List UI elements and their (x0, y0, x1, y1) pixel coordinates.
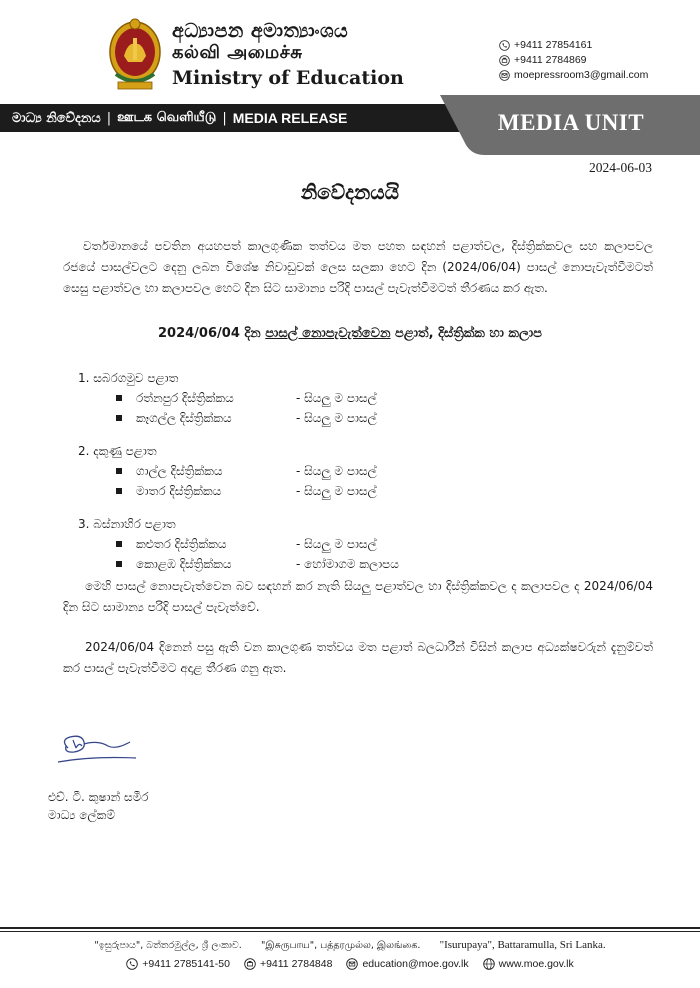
signature-icon (46, 728, 142, 772)
phone-icon (126, 958, 138, 970)
footer (0, 934, 700, 973)
footer-divider (0, 927, 700, 929)
district-status: - සියලු ම පාසල් (296, 464, 377, 478)
province-name: 1. සබරගමුව පළාත (78, 371, 179, 385)
district-status: - හෝමාගම කලාපය (296, 557, 399, 571)
fax-icon (244, 958, 256, 970)
phone-icon (498, 39, 511, 52)
ministry-name-sinhala: අධ්‍යාපන අමාත්‍යාංශය (172, 20, 349, 42)
footer-address (0, 936, 700, 955)
ministry-name-english: Ministry of Education (172, 67, 404, 89)
footer-phone: +9411 2785141-50 (126, 955, 230, 973)
district-name: කෑගල්ල දිස්ත්‍රික්කය (136, 411, 232, 425)
subheading-underlined: පාසල් නොපැවැත්වෙන (265, 326, 391, 341)
signer-title: මාධ්‍ය ලේකම් (48, 808, 115, 822)
banner-separator: | (222, 110, 227, 126)
province-item (78, 514, 399, 574)
province-item (78, 368, 399, 428)
release-date: 2024-06-03 (589, 160, 652, 175)
address-tamil: "இசுருபாய", பத்தரமுல்ல, இலங்கை. (260, 940, 421, 951)
sri-lanka-emblem-icon (108, 16, 162, 92)
email-icon (346, 958, 358, 970)
media-release-sinhala: මාධ්‍ය නිවේදනය (12, 110, 101, 126)
media-release-labels (12, 104, 347, 132)
footer-web[interactable]: www.moe.gov.lk (483, 955, 574, 973)
header-email[interactable]: moepressroom3@gmail.com (498, 68, 648, 83)
province-list (78, 368, 399, 587)
address-english: "Isurupaya", Battaramulla, Sri Lanka. (439, 939, 606, 951)
address-sinhala: "ඉසුරුපාය", බත්තරමුල්ල, ශ්‍රී ලංකාව. (94, 940, 242, 951)
bullet-icon (116, 468, 122, 474)
bullet-icon (116, 561, 122, 567)
future-decision-paragraph: 2024/06/04 දිනෙන් පසු ඇති වන කාලගුණ තත්වය මත පළාත් බලධාරීන් විසින් කලාප අධ්‍යක්ෂවරුන් දැනුම්වත් කර පාසල් පැවැත්වීමට අදාළ තීරණ ගනු ඇත. (63, 640, 653, 675)
district-name: මාතර දිස්ත්‍රික්කය (136, 484, 222, 498)
media-release-tamil: ஊடக வெளியீடு (117, 110, 217, 125)
district-status: - සියලු ම පාසල් (296, 391, 377, 405)
header-contacts (498, 38, 648, 83)
province-name: 2. දකුණු පළාත (78, 444, 157, 458)
district-row (116, 388, 399, 408)
ministry-name-tamil: கல்வி அமைச்சு (172, 42, 303, 63)
media-unit-label: MEDIA UNIT (497, 110, 645, 135)
district-name: ගාල්ල දිස්ත්‍රික්කය (136, 464, 223, 478)
footer-email[interactable]: education@moe.gov.lk (346, 955, 468, 973)
district-status: - සියලු ම පාසල් (296, 484, 377, 498)
globe-icon (483, 958, 495, 970)
footer-contacts (0, 955, 700, 973)
header-fax: +9411 2784869 (498, 53, 648, 68)
page-title: නිවේදනයයි (300, 180, 400, 204)
district-row (116, 554, 399, 574)
bullet-icon (116, 415, 122, 421)
signer-name: එච්. ටී. කුෂාන් සමීර (48, 790, 149, 804)
province-item (78, 441, 399, 501)
fax-icon (498, 54, 511, 67)
closure-subheading (0, 326, 700, 341)
email-icon (498, 69, 511, 82)
media-release-english: MEDIA RELEASE (232, 110, 348, 126)
subheading-rest: පළාත්, දිස්ත්‍රික්ක හා කලාප (390, 326, 542, 341)
district-row (116, 408, 399, 428)
signer-block (48, 788, 149, 824)
letterhead (0, 0, 700, 100)
bullet-icon (116, 395, 122, 401)
district-row (116, 481, 399, 501)
district-row (116, 461, 399, 481)
district-name: රත්නපුර දිස්ත්‍රික්කය (136, 391, 234, 405)
district-name: කොළඹ දිස්ත්‍රික්කය (136, 557, 232, 571)
normal-schools-paragraph: මෙහි පාසල් නොපැවැත්වෙන බව සඳහන් කර නැති සියලු පළාත්වල හා දිස්ත්‍රික්කවල ද කලාපවල ද 2024/06/04 දින සිට සාමාන්‍ය පරිදි පාසල් පැවැත්වේ. (63, 579, 653, 614)
subheading-date: 2024/06/04 දින (158, 326, 266, 341)
district-row (116, 534, 399, 554)
banner-separator: | (106, 110, 112, 126)
intro-paragraph: වර්තමානයේ පවතින අයහපත් කාලගුණික තත්වය මත පහත සඳහන් පළාත්වල, දිස්ත්‍රික්කවල සහ කලාපවල රජයේ පාසල්වලට දෙනු ලබන විශේෂ නිවාඩුවක් ලෙස සලකා හෙට දින (2024/06/04) පාසල් නොපැවැත්වීමටත් සෙසු පළාත්වල හා කලාපවල හෙට දින සිට සාමාන්‍ය පරිදි පාසල් පැවැත්වීමටත් තීරණය කර ඇත. (63, 239, 653, 295)
province-name: 3. බස්නාහිර පළාත (78, 517, 176, 531)
district-status: - සියලු ම පාසල් (296, 537, 377, 551)
bullet-icon (116, 488, 122, 494)
district-status: - සියලු ම පාසල් (296, 411, 377, 425)
district-name: කළුතර දිස්ත්‍රික්කය (136, 537, 227, 551)
bullet-icon (116, 541, 122, 547)
header-phone: +9411 27854161 (498, 38, 648, 53)
footer-divider (0, 931, 700, 932)
footer-fax: +9411 2784848 (244, 955, 333, 973)
